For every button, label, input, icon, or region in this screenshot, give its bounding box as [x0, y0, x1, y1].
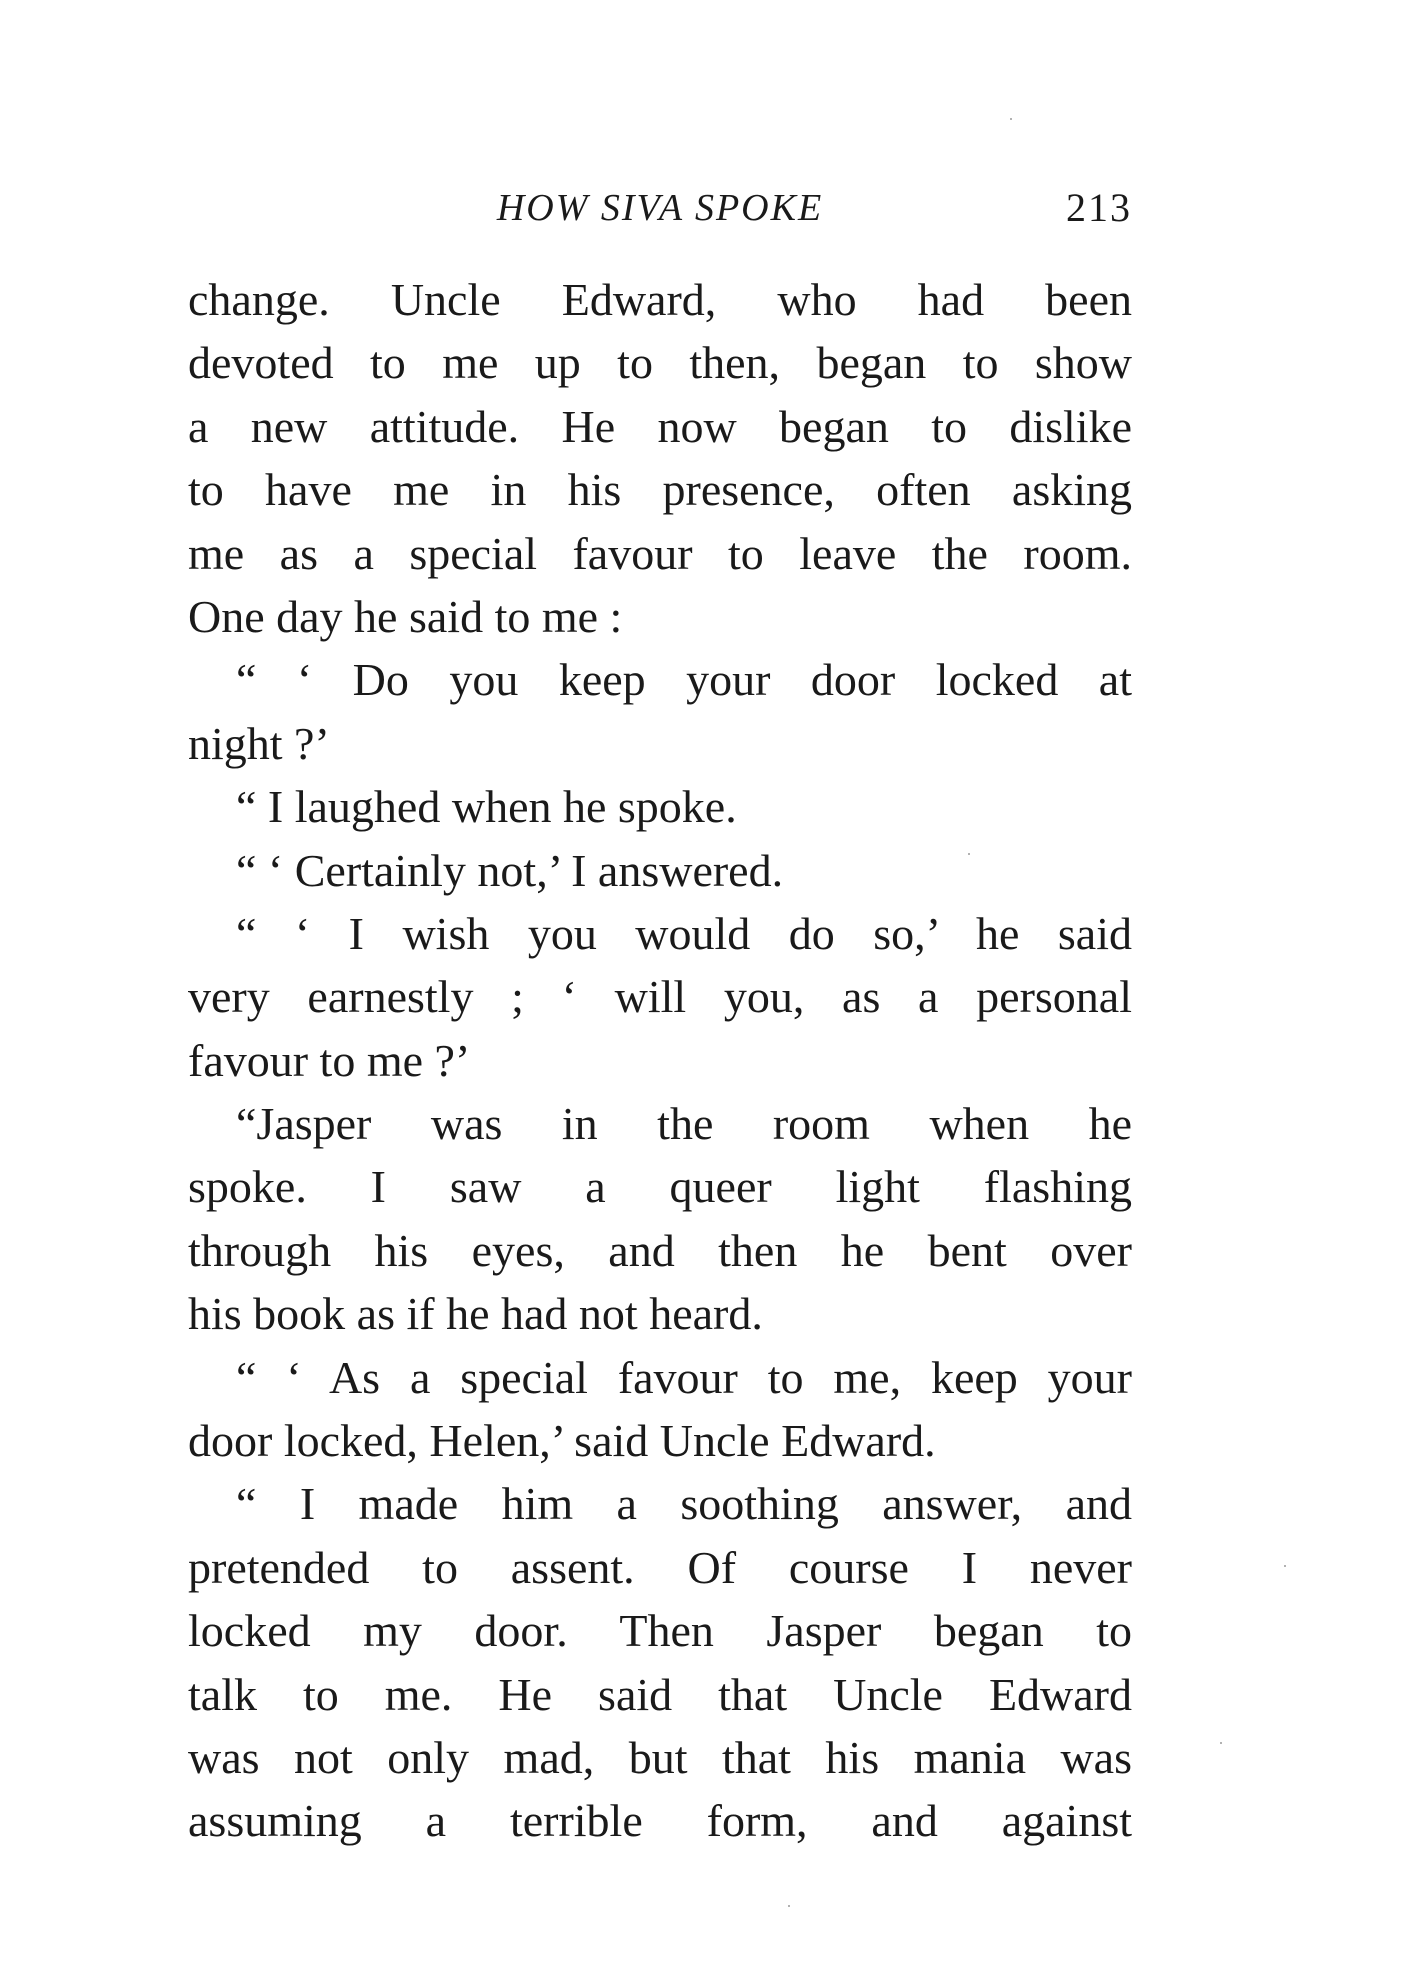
text-line: “ I laughed when he spoke.: [236, 781, 737, 833]
paper-speck: [1010, 118, 1012, 120]
text-line: “ ‘ Certainly not,’ I answered.: [236, 844, 784, 896]
running-title: HOW SIVA SPOKE: [496, 187, 824, 229]
text-line: me as a special favour to leave the room.: [188, 527, 1132, 579]
text-line: pretended to assent. Of course I never: [188, 1541, 1132, 1593]
paper-speck: [1220, 1742, 1222, 1744]
text-line: change. Uncle Edward, who had been: [188, 274, 1132, 325]
text-line: door locked, Helen,’ said Uncle Edward.: [188, 1415, 936, 1467]
text-line: “ ‘ I wish you would do so,’ he said: [236, 907, 1132, 959]
text-line: favour to me ?’: [188, 1034, 471, 1086]
paper-speck: [968, 853, 970, 855]
text-line: to have me in his presence, often asking: [188, 464, 1132, 516]
paper-speck: [788, 1905, 790, 1907]
text-line: night ?’: [188, 717, 330, 769]
text-line: his book as if he had not heard.: [188, 1288, 763, 1340]
running-head: [188, 178, 1132, 238]
text-line: very earnestly ; ‘ will you, as a personal: [188, 971, 1132, 1023]
page-number: 213: [1066, 185, 1132, 230]
text-line: locked my door. Then Jasper began to: [188, 1605, 1132, 1657]
body-text: [188, 268, 1132, 1853]
text-line: “ ‘ Do you keep your door locked at: [236, 654, 1132, 706]
text-line: One day he said to me :: [188, 590, 623, 642]
text-line: through his eyes, and then he bent over: [188, 1224, 1132, 1276]
text-line: “ I made him a soothing answer, and: [236, 1478, 1132, 1530]
text-line: “Jasper was in the room when he: [236, 1098, 1132, 1150]
text-line: “ ‘ As a special favour to me, keep your: [236, 1351, 1132, 1403]
text-line: assuming a terrible form, and against: [188, 1795, 1132, 1847]
paper-speck: [1284, 1565, 1286, 1567]
text-line: devoted to me up to then, began to show: [188, 337, 1132, 389]
text-line: a new attitude. He now began to dislike: [188, 400, 1132, 452]
text-line: was not only mad, but that his mania was: [188, 1731, 1132, 1783]
text-line: talk to me. He said that Uncle Edward: [188, 1668, 1132, 1720]
text-line: spoke. I saw a queer light flashing: [188, 1161, 1132, 1213]
